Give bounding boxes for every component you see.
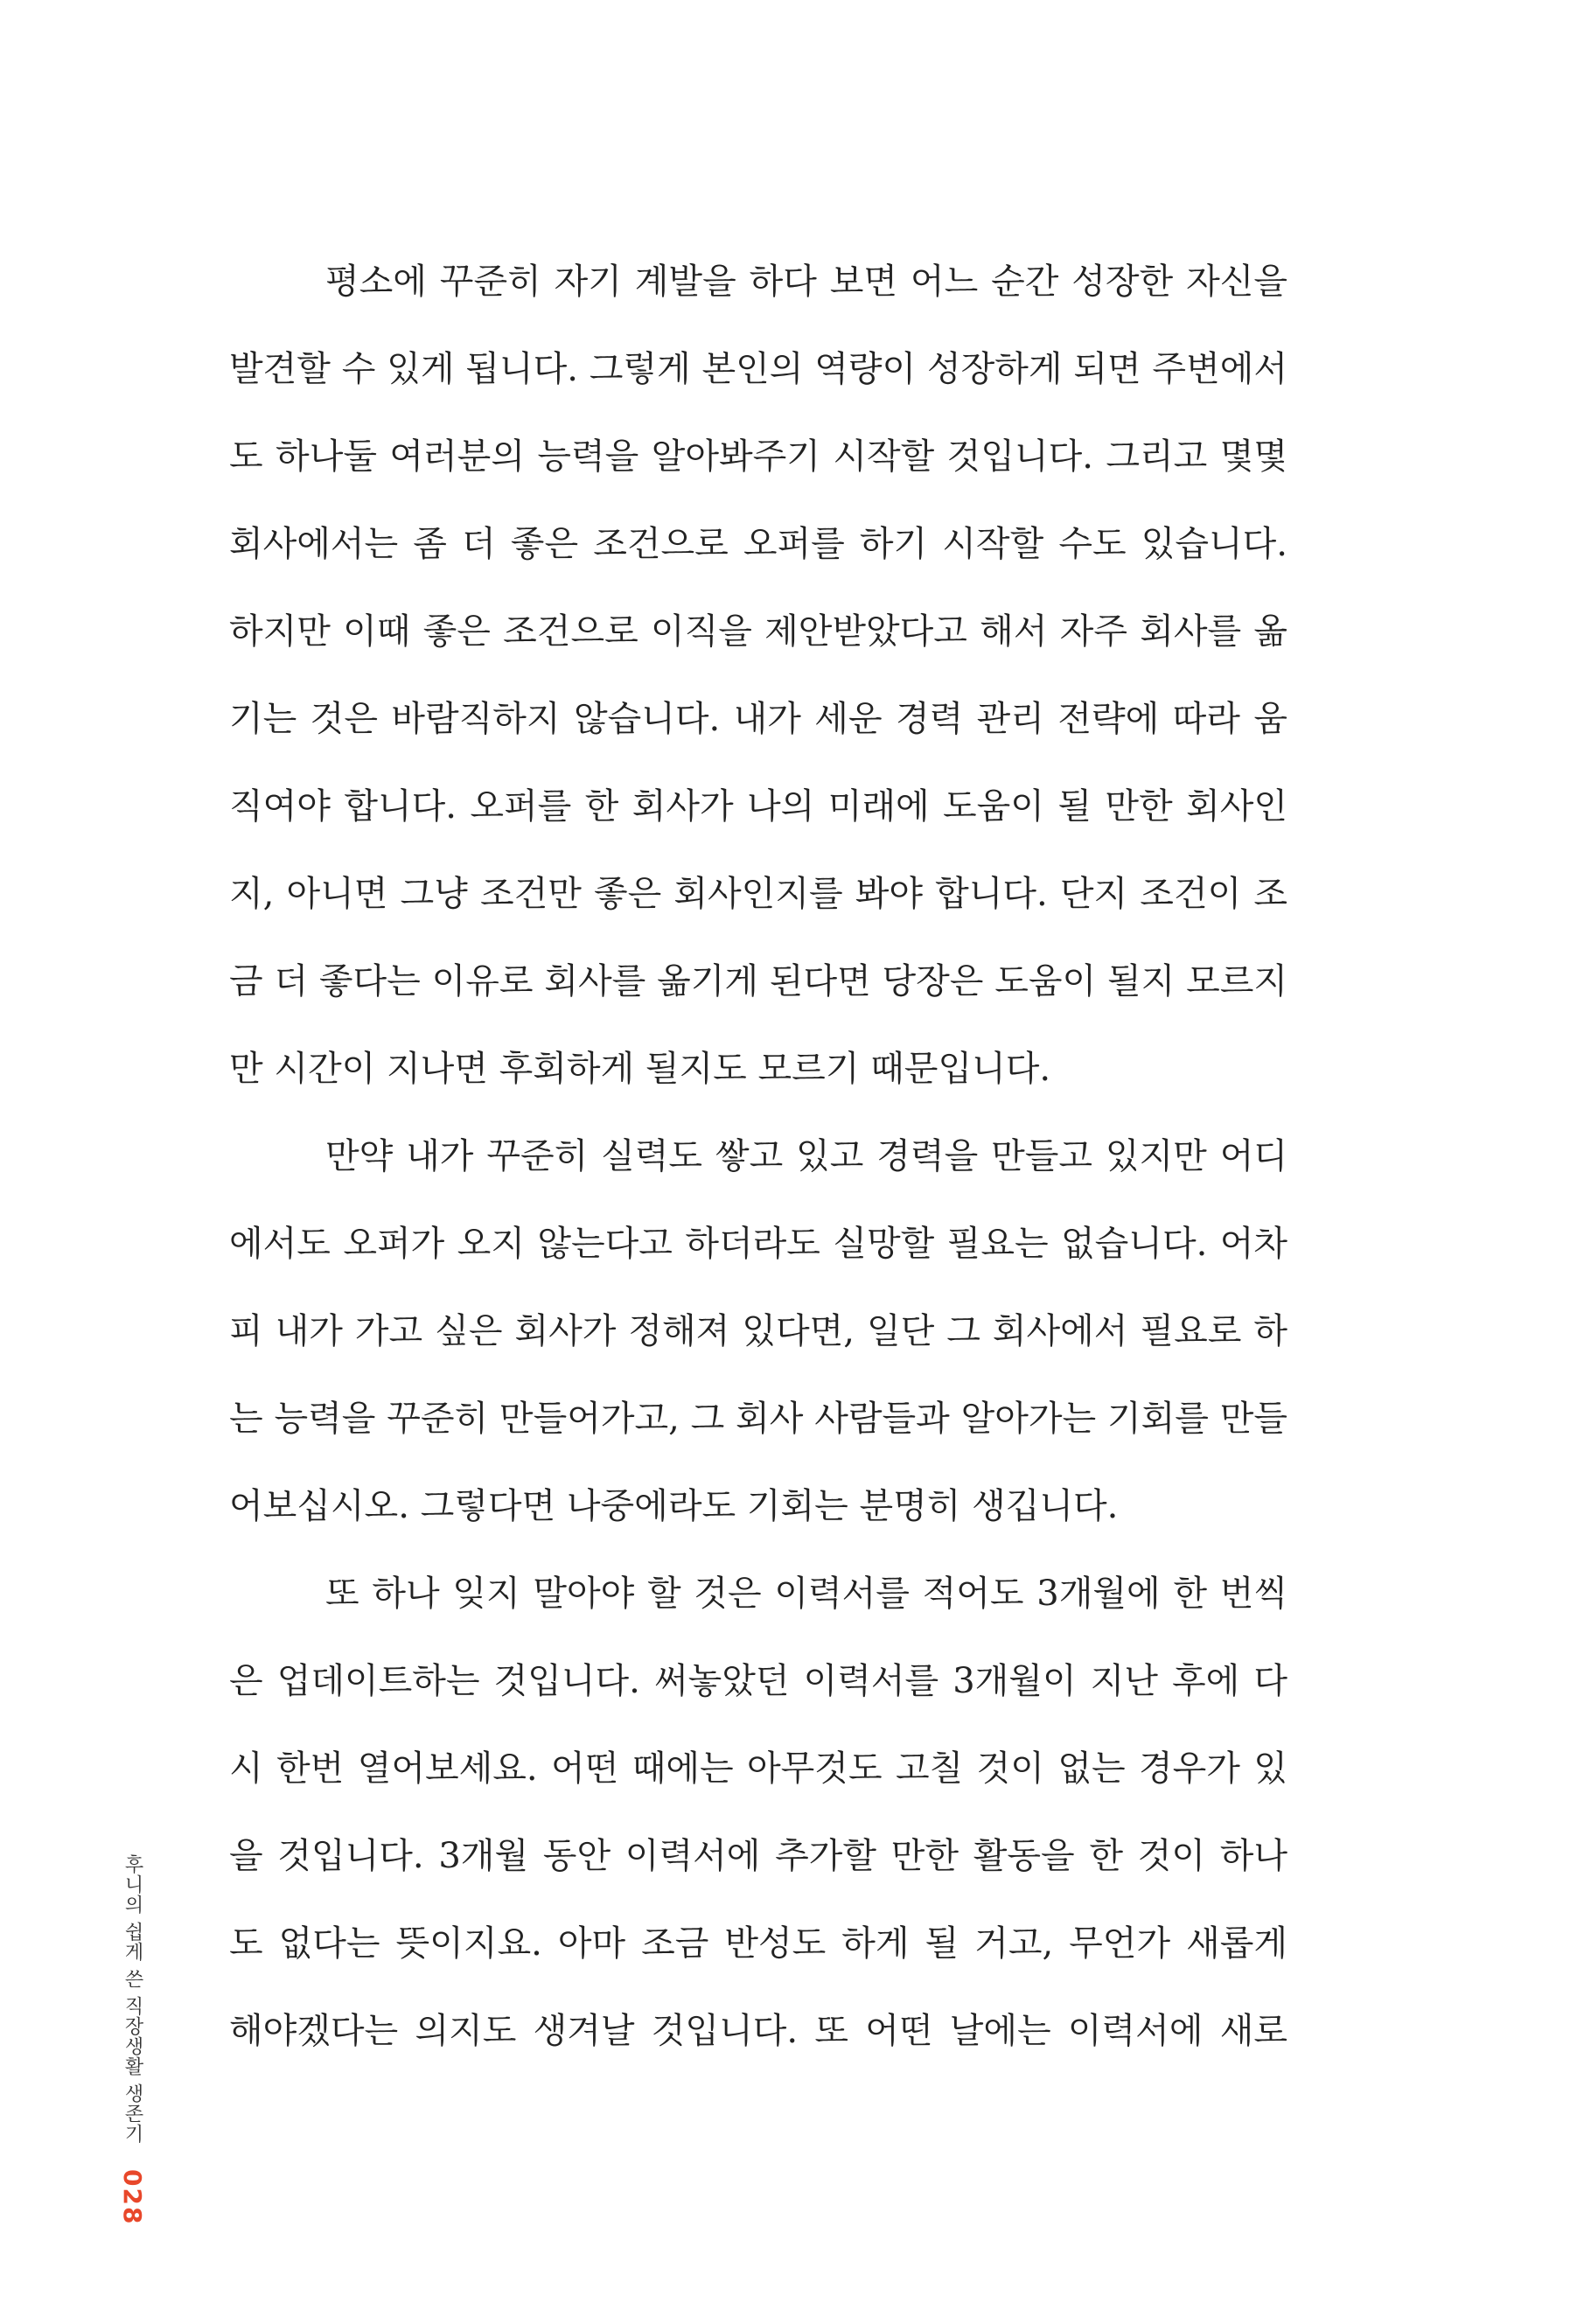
page-number: 028 xyxy=(118,2168,147,2226)
paragraph-1-line-7: 직여야 합니다. 오퍼를 한 회사가 나의 미래에 도움이 될 만한 회사인 xyxy=(229,786,1287,827)
paragraph-1-line-6: 기는 것은 바람직하지 않습니다. 내가 세운 경력 관리 전략에 따라 움 xyxy=(229,699,1287,739)
paragraph-3-line-1: 또 하나 잊지 말아야 할 것은 이력서를 적어도 3개월에 한 번씩 xyxy=(325,1574,1287,1614)
paragraph-3-line-4: 을 것입니다. 3개월 동안 이력서에 추가할 만한 활동을 한 것이 하나 xyxy=(229,1836,1287,1876)
paragraph-3-line-6: 해야겠다는 의지도 생겨날 것입니다. 또 어떤 날에는 이력서에 새로 xyxy=(229,2011,1287,2051)
paragraph-1-line-8: 지, 아니면 그냥 조건만 좋은 회사인지를 봐야 합니다. 단지 조건이 조 xyxy=(229,874,1287,914)
paragraph-3-line-5: 도 없다는 뜻이지요. 아마 조금 반성도 하게 될 거고, 무언가 새롭게 xyxy=(229,1923,1287,1964)
paragraph-1-line-10: 만 시간이 지나면 후회하게 될지도 모르기 때문입니다. xyxy=(229,1049,1051,1089)
paragraph-1-line-9: 금 더 좋다는 이유로 회사를 옮기게 된다면 당장은 도움이 될지 모르지 xyxy=(229,961,1287,1001)
paragraph-1-line-1: 평소에 꾸준히 자기 계발을 하다 보면 어느 순간 성장한 자신을 xyxy=(325,262,1287,302)
running-footer xyxy=(112,1854,147,2226)
paragraph-1-line-3: 도 하나둘 여러분의 능력을 알아봐주기 시작할 것입니다. 그리고 몇몇 xyxy=(229,436,1287,477)
paragraph-1-line-4: 회사에서는 좀 더 좋은 조건으로 오퍼를 하기 시작할 수도 있습니다. xyxy=(229,524,1287,564)
book-title: 후니의 쉽게 쓴 직장생활 생존기 xyxy=(122,1854,143,2144)
paragraph-2-line-2: 에서도 오퍼가 오지 않는다고 하더라도 실망할 필요는 없습니다. 어차 xyxy=(229,1224,1287,1264)
paragraph-1-line-5: 하지만 이때 좋은 조건으로 이직을 제안받았다고 해서 자주 회사를 옮 xyxy=(229,611,1287,652)
paragraph-2-line-5: 어보십시오. 그렇다면 나중에라도 기회는 분명히 생깁니다. xyxy=(229,1486,1119,1526)
body-text xyxy=(229,238,1287,2075)
paragraph-2-line-4: 는 능력을 꾸준히 만들어가고, 그 회사 사람들과 알아가는 기회를 만들 xyxy=(229,1399,1287,1439)
paragraph-1-line-2: 발견할 수 있게 됩니다. 그렇게 본인의 역량이 성장하게 되면 주변에서 xyxy=(229,349,1287,389)
paragraph-3-line-3: 시 한번 열어보세요. 어떤 때에는 아무것도 고칠 것이 없는 경우가 있 xyxy=(229,1748,1287,1789)
paragraph-3-line-2: 은 업데이트하는 것입니다. 써놓았던 이력서를 3개월이 지난 후에 다 xyxy=(229,1661,1287,1701)
paragraph-2-line-1: 만약 내가 꾸준히 실력도 쌓고 있고 경력을 만들고 있지만 어디 xyxy=(325,1136,1287,1176)
paragraph-2-line-3: 피 내가 가고 싶은 회사가 정해져 있다면, 일단 그 회사에서 필요로 하 xyxy=(229,1311,1287,1351)
